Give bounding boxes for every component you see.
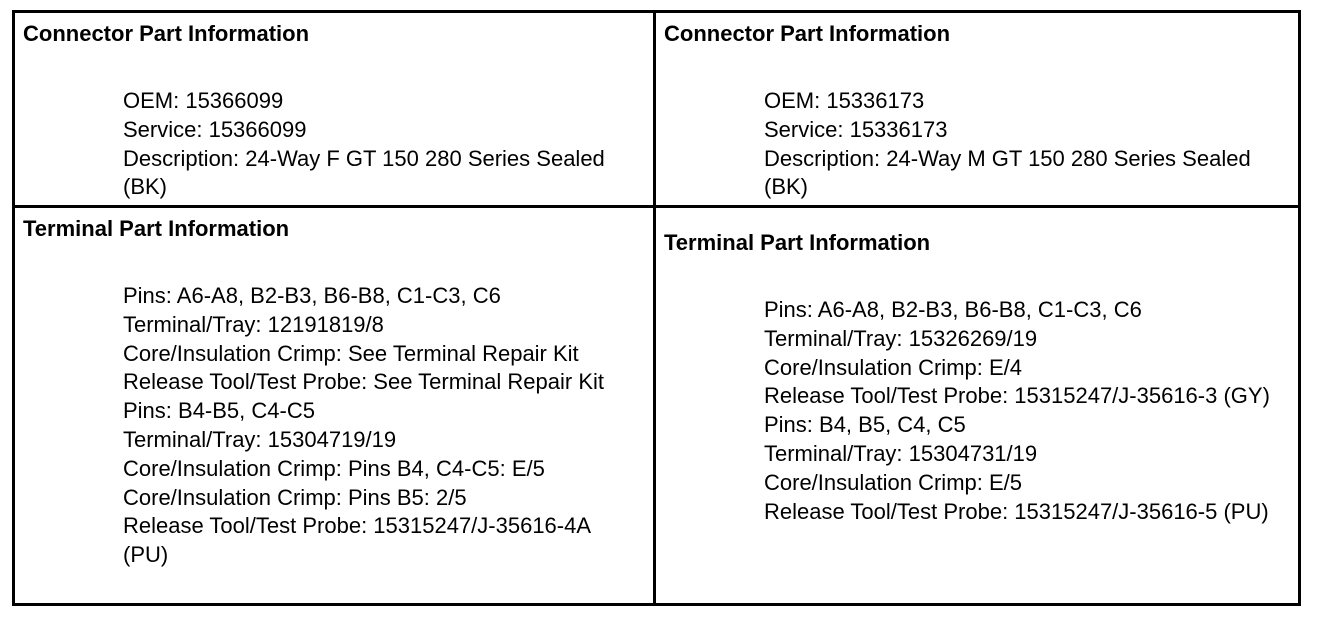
connector-info-table xyxy=(12,10,1301,606)
service-line-left: Service: 15366099 xyxy=(123,116,307,142)
terminal-line-right: Pins: A6-A8, B2-B3, B6-B8, C1-C3, C6 xyxy=(764,297,1142,322)
connector-info-cell-right xyxy=(656,13,1298,208)
terminal-heading-right: Terminal Part Information xyxy=(664,230,931,255)
terminal-line-left: Release Tool/Test Probe: 15315247/J-35616-4A (PU) xyxy=(123,513,590,568)
terminal-line-right: Release Tool/Test Probe: 15315247/J-35616-3 (GY) xyxy=(764,383,1270,409)
description-line-right: Description: 24-Way M GT 150 280 Series Sealed (BK) xyxy=(764,145,1251,200)
oem-line-right: OEM: 15336173 xyxy=(764,88,925,113)
connector-heading-left: Connector Part Information xyxy=(23,21,310,46)
connector-details-right xyxy=(764,87,1286,202)
service-line-right: Service: 15336173 xyxy=(764,116,948,142)
terminal-info-cell-left xyxy=(15,208,656,603)
terminal-line-right: Core/Insulation Crimp: E/5 xyxy=(764,469,1022,495)
connector-info-cell-left xyxy=(15,13,656,208)
terminal-line-left: Terminal/Tray: 12191819/8 xyxy=(123,311,384,337)
terminal-line-left: Release Tool/Test Probe: See Terminal Repair Kit xyxy=(123,369,604,395)
connector-details-left xyxy=(123,87,641,202)
connector-heading-right: Connector Part Information xyxy=(664,21,951,46)
terminal-line-left: Core/Insulation Crimp: See Terminal Repair Kit xyxy=(123,340,579,366)
terminal-line-right: Terminal/Tray: 15326269/19 xyxy=(764,325,1038,351)
terminal-line-right: Terminal/Tray: 15304731/19 xyxy=(764,440,1038,466)
terminal-line-left: Core/Insulation Crimp: Pins B5: 2/5 xyxy=(123,484,467,510)
terminal-line-right: Core/Insulation Crimp: E/4 xyxy=(764,354,1022,380)
terminal-line-left: Core/Insulation Crimp: Pins B4, C4-C5: E/5 xyxy=(123,455,545,481)
terminal-line-left: Pins: A6-A8, B2-B3, B6-B8, C1-C3, C6 xyxy=(123,283,501,308)
terminal-heading-left: Terminal Part Information xyxy=(23,216,290,241)
terminal-line-left: Pins: B4-B5, C4-C5 xyxy=(123,398,315,424)
terminal-line-right: Release Tool/Test Probe: 15315247/J-35616-5 (PU) xyxy=(764,498,1269,524)
terminal-details-right xyxy=(764,296,1286,526)
description-line-left: Description: 24-Way F GT 150 280 Series Sealed (BK) xyxy=(123,145,605,200)
terminal-line-right: Pins: B4, B5, C4, C5 xyxy=(764,412,966,438)
terminal-line-left: Terminal/Tray: 15304719/19 xyxy=(123,426,397,452)
terminal-info-cell-right xyxy=(656,208,1298,603)
terminal-details-left xyxy=(123,282,641,570)
oem-line-left: OEM: 15366099 xyxy=(123,88,284,113)
